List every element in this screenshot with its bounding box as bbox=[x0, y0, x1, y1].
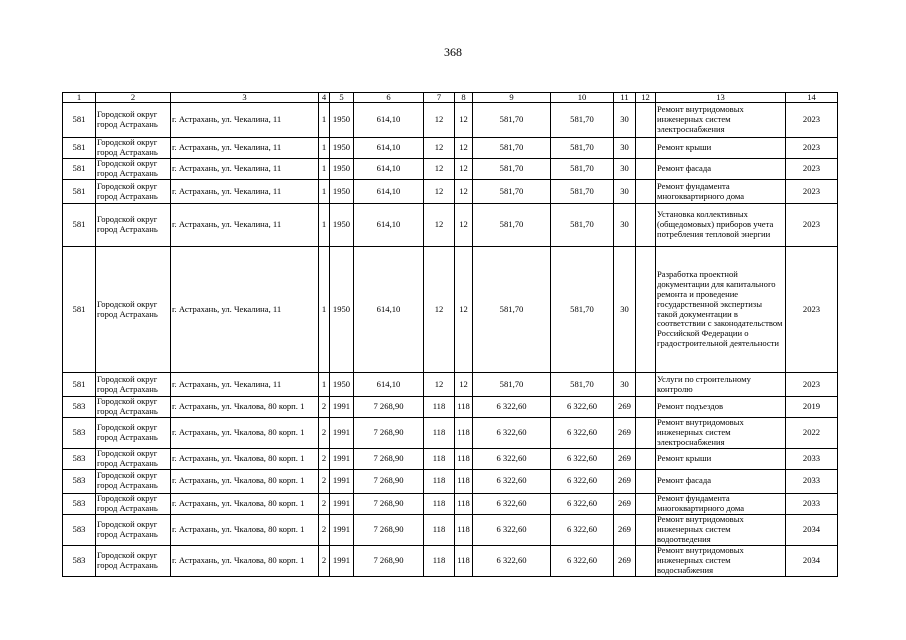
cell-municipality: Городской округ город Астрахань bbox=[96, 417, 171, 448]
cell-residents: 269 bbox=[614, 448, 636, 469]
cell-col-12 bbox=[636, 247, 656, 373]
cell-area-total: 7 268,90 bbox=[354, 545, 424, 576]
cell-col-8: 118 bbox=[455, 469, 473, 493]
cell-planned-year: 2033 bbox=[786, 469, 838, 493]
cell-area-total: 614,10 bbox=[354, 373, 424, 397]
cell-repair-work: Ремонт внутридомовых инженерных систем электроснабжения bbox=[656, 103, 786, 138]
cell-col-7: 12 bbox=[424, 204, 455, 247]
cell-area-residential: 6 322,60 bbox=[551, 448, 614, 469]
cell-area-residential: 6 322,60 bbox=[551, 417, 614, 448]
cell-planned-year: 2034 bbox=[786, 514, 838, 545]
table-row bbox=[63, 247, 838, 373]
table-row bbox=[63, 417, 838, 448]
cell-address: г. Астрахань, ул. Чкалова, 80 корп. 1 bbox=[171, 514, 319, 545]
cell-municipality: Городской округ город Астрахань bbox=[96, 180, 171, 204]
cell-col-12 bbox=[636, 448, 656, 469]
cell-number: 581 bbox=[63, 204, 96, 247]
cell-col-7: 118 bbox=[424, 448, 455, 469]
cell-area-residential: 6 322,60 bbox=[551, 514, 614, 545]
cell-area-total: 7 268,90 bbox=[354, 469, 424, 493]
header-cell: 14 bbox=[786, 93, 838, 103]
cell-residents: 30 bbox=[614, 180, 636, 204]
cell-planned-year: 2023 bbox=[786, 103, 838, 138]
cell-residents: 269 bbox=[614, 469, 636, 493]
cell-municipality: Городской округ город Астрахань bbox=[96, 138, 171, 159]
cell-col-4: 2 bbox=[319, 514, 330, 545]
cell-planned-year: 2033 bbox=[786, 448, 838, 469]
cell-address: г. Астрахань, ул. Чекалина, 11 bbox=[171, 138, 319, 159]
cell-area-living: 581,70 bbox=[473, 103, 551, 138]
cell-area-living: 6 322,60 bbox=[473, 397, 551, 418]
header-cell: 8 bbox=[455, 93, 473, 103]
cell-year: 1991 bbox=[330, 469, 354, 493]
cell-col-7: 12 bbox=[424, 247, 455, 373]
cell-address: г. Астрахань, ул. Чкалова, 80 корп. 1 bbox=[171, 493, 319, 514]
cell-residents: 30 bbox=[614, 138, 636, 159]
cell-area-residential: 581,70 bbox=[551, 103, 614, 138]
cell-number: 581 bbox=[63, 138, 96, 159]
cell-area-total: 7 268,90 bbox=[354, 417, 424, 448]
cell-municipality: Городской округ город Астрахань bbox=[96, 159, 171, 180]
cell-col-7: 118 bbox=[424, 545, 455, 576]
cell-col-7: 12 bbox=[424, 180, 455, 204]
cell-year: 1991 bbox=[330, 397, 354, 418]
cell-repair-work: Ремонт внутридомовых инженерных систем электроснабжения bbox=[656, 417, 786, 448]
cell-col-7: 118 bbox=[424, 514, 455, 545]
cell-number: 583 bbox=[63, 448, 96, 469]
cell-repair-work: Ремонт фасада bbox=[656, 469, 786, 493]
header-cell: 9 bbox=[473, 93, 551, 103]
cell-planned-year: 2023 bbox=[786, 373, 838, 397]
cell-col-8: 12 bbox=[455, 138, 473, 159]
cell-repair-work: Ремонт фундамента многоквартирного дома bbox=[656, 493, 786, 514]
cell-planned-year: 2023 bbox=[786, 138, 838, 159]
cell-col-8: 12 bbox=[455, 180, 473, 204]
cell-residents: 269 bbox=[614, 397, 636, 418]
cell-repair-work: Ремонт фундамента многоквартирного дома bbox=[656, 180, 786, 204]
cell-col-12 bbox=[636, 493, 656, 514]
cell-area-total: 7 268,90 bbox=[354, 448, 424, 469]
table-row bbox=[63, 545, 838, 576]
cell-area-residential: 6 322,60 bbox=[551, 493, 614, 514]
cell-number: 581 bbox=[63, 159, 96, 180]
cell-col-7: 12 bbox=[424, 373, 455, 397]
cell-municipality: Городской округ город Астрахань bbox=[96, 247, 171, 373]
cell-col-4: 2 bbox=[319, 545, 330, 576]
cell-area-total: 614,10 bbox=[354, 180, 424, 204]
cell-planned-year: 2034 bbox=[786, 545, 838, 576]
cell-col-12 bbox=[636, 138, 656, 159]
cell-col-7: 118 bbox=[424, 417, 455, 448]
cell-col-8: 118 bbox=[455, 397, 473, 418]
cell-col-12 bbox=[636, 180, 656, 204]
cell-area-living: 6 322,60 bbox=[473, 493, 551, 514]
cell-area-total: 7 268,90 bbox=[354, 397, 424, 418]
cell-col-4: 1 bbox=[319, 247, 330, 373]
cell-col-7: 118 bbox=[424, 397, 455, 418]
cell-year: 1991 bbox=[330, 493, 354, 514]
cell-municipality: Городской округ город Астрахань bbox=[96, 103, 171, 138]
cell-col-4: 2 bbox=[319, 417, 330, 448]
cell-repair-work: Ремонт крыши bbox=[656, 138, 786, 159]
cell-col-8: 12 bbox=[455, 247, 473, 373]
cell-area-living: 6 322,60 bbox=[473, 545, 551, 576]
cell-number: 581 bbox=[63, 180, 96, 204]
cell-col-7: 12 bbox=[424, 159, 455, 180]
cell-number: 583 bbox=[63, 397, 96, 418]
cell-repair-work: Ремонт фасада bbox=[656, 159, 786, 180]
cell-address: г. Астрахань, ул. Чекалина, 11 bbox=[171, 103, 319, 138]
cell-address: г. Астрахань, ул. Чкалова, 80 корп. 1 bbox=[171, 397, 319, 418]
cell-col-8: 118 bbox=[455, 545, 473, 576]
cell-area-residential: 6 322,60 bbox=[551, 469, 614, 493]
cell-col-7: 12 bbox=[424, 138, 455, 159]
cell-address: г. Астрахань, ул. Чекалина, 11 bbox=[171, 180, 319, 204]
cell-col-8: 12 bbox=[455, 103, 473, 138]
cell-area-living: 6 322,60 bbox=[473, 448, 551, 469]
table-row bbox=[63, 469, 838, 493]
table-row bbox=[63, 159, 838, 180]
cell-area-total: 614,10 bbox=[354, 247, 424, 373]
cell-municipality: Городской округ город Астрахань bbox=[96, 514, 171, 545]
cell-col-4: 1 bbox=[319, 159, 330, 180]
repair-register-table bbox=[62, 92, 838, 577]
page-number: 368 bbox=[444, 45, 462, 59]
header-cell: 5 bbox=[330, 93, 354, 103]
cell-planned-year: 2023 bbox=[786, 159, 838, 180]
header-cell: 13 bbox=[656, 93, 786, 103]
cell-address: г. Астрахань, ул. Чкалова, 80 корп. 1 bbox=[171, 448, 319, 469]
cell-col-8: 12 bbox=[455, 204, 473, 247]
cell-year: 1950 bbox=[330, 103, 354, 138]
cell-repair-work: Установка коллективных (общедомовых) приборов учета потребления тепловой энергии bbox=[656, 204, 786, 247]
header-cell: 12 bbox=[636, 93, 656, 103]
cell-area-residential: 581,70 bbox=[551, 180, 614, 204]
table-row bbox=[63, 103, 838, 138]
cell-area-living: 581,70 bbox=[473, 247, 551, 373]
cell-area-residential: 581,70 bbox=[551, 159, 614, 180]
cell-planned-year: 2033 bbox=[786, 493, 838, 514]
cell-year: 1950 bbox=[330, 247, 354, 373]
cell-planned-year: 2022 bbox=[786, 417, 838, 448]
cell-municipality: Городской округ город Астрахань bbox=[96, 469, 171, 493]
cell-residents: 30 bbox=[614, 204, 636, 247]
cell-number: 581 bbox=[63, 247, 96, 373]
cell-planned-year: 2023 bbox=[786, 180, 838, 204]
cell-area-residential: 581,70 bbox=[551, 247, 614, 373]
cell-residents: 269 bbox=[614, 493, 636, 514]
cell-col-8: 118 bbox=[455, 448, 473, 469]
cell-col-8: 12 bbox=[455, 159, 473, 180]
header-cell: 7 bbox=[424, 93, 455, 103]
cell-repair-work: Ремонт подъездов bbox=[656, 397, 786, 418]
cell-col-12 bbox=[636, 159, 656, 180]
cell-address: г. Астрахань, ул. Чекалина, 11 bbox=[171, 204, 319, 247]
header-cell: 4 bbox=[319, 93, 330, 103]
cell-repair-work: Ремонт внутридомовых инженерных систем водоотведения bbox=[656, 514, 786, 545]
cell-residents: 30 bbox=[614, 247, 636, 373]
cell-number: 581 bbox=[63, 103, 96, 138]
cell-year: 1950 bbox=[330, 180, 354, 204]
cell-area-residential: 581,70 bbox=[551, 204, 614, 247]
cell-col-12 bbox=[636, 545, 656, 576]
table-row bbox=[63, 204, 838, 247]
cell-year: 1991 bbox=[330, 448, 354, 469]
header-cell: 2 bbox=[96, 93, 171, 103]
cell-area-living: 581,70 bbox=[473, 159, 551, 180]
cell-municipality: Городской округ город Астрахань bbox=[96, 373, 171, 397]
cell-area-living: 6 322,60 bbox=[473, 514, 551, 545]
cell-area-total: 614,10 bbox=[354, 138, 424, 159]
cell-col-8: 118 bbox=[455, 417, 473, 448]
cell-area-total: 614,10 bbox=[354, 204, 424, 247]
cell-area-total: 614,10 bbox=[354, 159, 424, 180]
header-cell: 1 bbox=[63, 93, 96, 103]
table-row bbox=[63, 373, 838, 397]
cell-col-7: 118 bbox=[424, 493, 455, 514]
cell-col-8: 12 bbox=[455, 373, 473, 397]
cell-area-residential: 6 322,60 bbox=[551, 545, 614, 576]
cell-residents: 30 bbox=[614, 373, 636, 397]
cell-col-12 bbox=[636, 204, 656, 247]
cell-area-total: 614,10 bbox=[354, 103, 424, 138]
table-row bbox=[63, 493, 838, 514]
cell-area-residential: 6 322,60 bbox=[551, 397, 614, 418]
table-row bbox=[63, 397, 838, 418]
cell-year: 1950 bbox=[330, 204, 354, 247]
cell-area-living: 581,70 bbox=[473, 373, 551, 397]
cell-municipality: Городской округ город Астрахань bbox=[96, 204, 171, 247]
cell-repair-work: Разработка проектной документации для капитального ремонта и проведение государственной экспертизы такой документации в соответствии с законодательством Российской Федерации о градостроительной деятельности bbox=[656, 247, 786, 373]
cell-col-4: 1 bbox=[319, 180, 330, 204]
cell-year: 1950 bbox=[330, 373, 354, 397]
cell-col-8: 118 bbox=[455, 493, 473, 514]
cell-col-12 bbox=[636, 373, 656, 397]
table-row bbox=[63, 138, 838, 159]
cell-year: 1991 bbox=[330, 417, 354, 448]
cell-col-12 bbox=[636, 397, 656, 418]
cell-repair-work: Ремонт крыши bbox=[656, 448, 786, 469]
cell-repair-work: Ремонт внутридомовых инженерных систем водоснабжения bbox=[656, 545, 786, 576]
cell-address: г. Астрахань, ул. Чекалина, 11 bbox=[171, 373, 319, 397]
header-cell: 3 bbox=[171, 93, 319, 103]
header-cell: 11 bbox=[614, 93, 636, 103]
cell-area-total: 7 268,90 bbox=[354, 493, 424, 514]
cell-area-residential: 581,70 bbox=[551, 138, 614, 159]
cell-col-7: 118 bbox=[424, 469, 455, 493]
cell-col-4: 1 bbox=[319, 138, 330, 159]
cell-planned-year: 2023 bbox=[786, 247, 838, 373]
cell-col-4: 1 bbox=[319, 103, 330, 138]
table-row bbox=[63, 514, 838, 545]
cell-year: 1950 bbox=[330, 159, 354, 180]
cell-col-4: 1 bbox=[319, 373, 330, 397]
cell-planned-year: 2023 bbox=[786, 204, 838, 247]
cell-col-4: 2 bbox=[319, 493, 330, 514]
cell-address: г. Астрахань, ул. Чекалина, 11 bbox=[171, 159, 319, 180]
cell-residents: 269 bbox=[614, 545, 636, 576]
table-row bbox=[63, 448, 838, 469]
cell-address: г. Астрахань, ул. Чекалина, 11 bbox=[171, 247, 319, 373]
table-header-row bbox=[63, 93, 838, 103]
cell-area-living: 581,70 bbox=[473, 138, 551, 159]
cell-area-residential: 581,70 bbox=[551, 373, 614, 397]
cell-col-4: 2 bbox=[319, 397, 330, 418]
cell-col-7: 12 bbox=[424, 103, 455, 138]
cell-area-living: 581,70 bbox=[473, 204, 551, 247]
cell-col-4: 2 bbox=[319, 469, 330, 493]
cell-repair-work: Услуги по строительному контролю bbox=[656, 373, 786, 397]
cell-municipality: Городской округ город Астрахань bbox=[96, 448, 171, 469]
table-row bbox=[63, 180, 838, 204]
cell-residents: 30 bbox=[614, 103, 636, 138]
cell-year: 1991 bbox=[330, 545, 354, 576]
cell-area-living: 581,70 bbox=[473, 180, 551, 204]
cell-year: 1991 bbox=[330, 514, 354, 545]
cell-col-12 bbox=[636, 417, 656, 448]
cell-number: 583 bbox=[63, 514, 96, 545]
cell-address: г. Астрахань, ул. Чкалова, 80 корп. 1 bbox=[171, 545, 319, 576]
cell-area-living: 6 322,60 bbox=[473, 417, 551, 448]
cell-address: г. Астрахань, ул. Чкалова, 80 корп. 1 bbox=[171, 417, 319, 448]
cell-address: г. Астрахань, ул. Чкалова, 80 корп. 1 bbox=[171, 469, 319, 493]
cell-col-8: 118 bbox=[455, 514, 473, 545]
cell-residents: 30 bbox=[614, 159, 636, 180]
cell-planned-year: 2019 bbox=[786, 397, 838, 418]
cell-residents: 269 bbox=[614, 514, 636, 545]
cell-municipality: Городской округ город Астрахань bbox=[96, 397, 171, 418]
header-cell: 6 bbox=[354, 93, 424, 103]
cell-municipality: Городской округ город Астрахань bbox=[96, 545, 171, 576]
cell-number: 583 bbox=[63, 469, 96, 493]
cell-col-12 bbox=[636, 103, 656, 138]
header-cell: 10 bbox=[551, 93, 614, 103]
cell-col-12 bbox=[636, 469, 656, 493]
cell-number: 581 bbox=[63, 373, 96, 397]
cell-area-living: 6 322,60 bbox=[473, 469, 551, 493]
cell-col-4: 2 bbox=[319, 448, 330, 469]
cell-number: 583 bbox=[63, 493, 96, 514]
cell-col-12 bbox=[636, 514, 656, 545]
cell-col-4: 1 bbox=[319, 204, 330, 247]
cell-residents: 269 bbox=[614, 417, 636, 448]
cell-municipality: Городской округ город Астрахань bbox=[96, 493, 171, 514]
cell-number: 583 bbox=[63, 545, 96, 576]
cell-area-total: 7 268,90 bbox=[354, 514, 424, 545]
cell-number: 583 bbox=[63, 417, 96, 448]
cell-year: 1950 bbox=[330, 138, 354, 159]
